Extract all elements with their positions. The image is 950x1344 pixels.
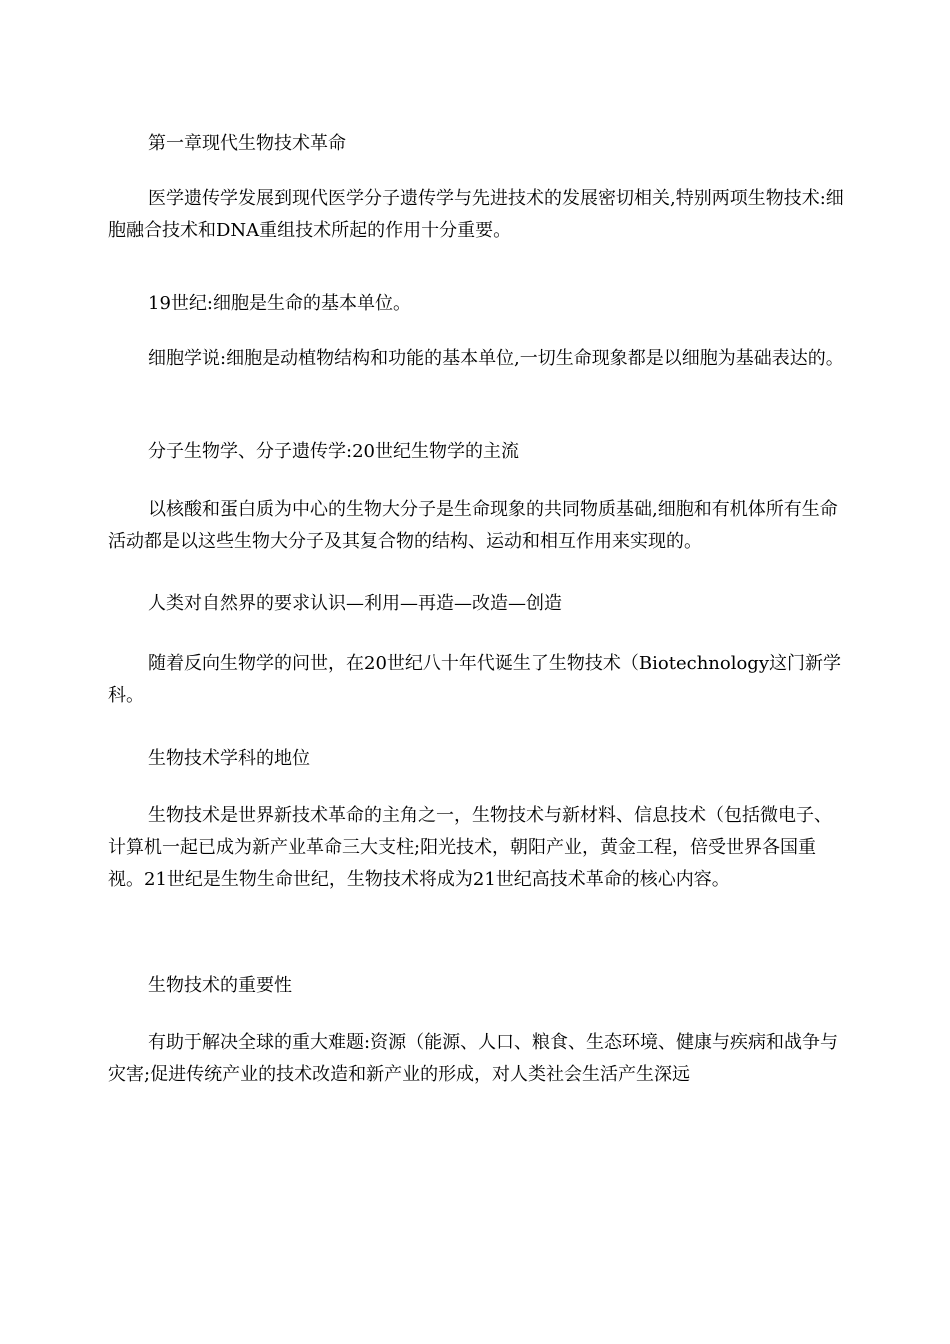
section-heading: 分子生物学、分子遗传学:20世纪生物学的主流 [148, 441, 519, 462]
paragraph: 生物技术是世界新技术革命的主角之一，生物技术与新材料、信息技术（包括微电子、计算机一起已成为新产业革命三大支柱;阳光技术，朝阳产业，黄金工程，倍受世界各国重视。21世纪是生物生命世纪，生物技术将成为21世纪高技术革命的核心内容。 [108, 805, 832, 890]
paragraph: 以核酸和蛋白质为中心的生物大分子是生命现象的共同物质基础,细胞和有机体所有生命活动都是以这些生物大分子及其复合物的结构、运动和相互作用来实现的。 [108, 499, 838, 552]
paragraph: 随着反向生物学的问世，在20世纪八十年代诞生了生物技术（Biotechnology这门新学科。 [108, 653, 841, 706]
section-heading: 生物技术学科的地位 [148, 748, 310, 769]
paragraph: 医学遗传学发展到现代医学分子遗传学与先进技术的发展密切相关,特别两项生物技术:细胞融合技术和DNA重组技术所起的作用十分重要。 [108, 188, 844, 241]
chapter-title: 第一章现代生物技术革命 [148, 133, 346, 154]
paragraph: 19世纪:细胞是生命的基本单位。 [148, 293, 411, 314]
paragraph: 有助于解决全球的重大难题:资源（能源、人口、粮食、生态环境、健康与疾病和战争与灾害;促进传统产业的技术改造和新产业的形成，对人类社会生活产生深远 [108, 1032, 839, 1085]
paragraph: 人类对自然界的要求认识—利用—再造—改造—创造 [148, 593, 562, 614]
section-heading: 生物技术的重要性 [148, 975, 292, 996]
paragraph: 细胞学说:细胞是动植物结构和功能的基本单位,一切生命现象都是以细胞为基础表达的。 [148, 348, 844, 369]
